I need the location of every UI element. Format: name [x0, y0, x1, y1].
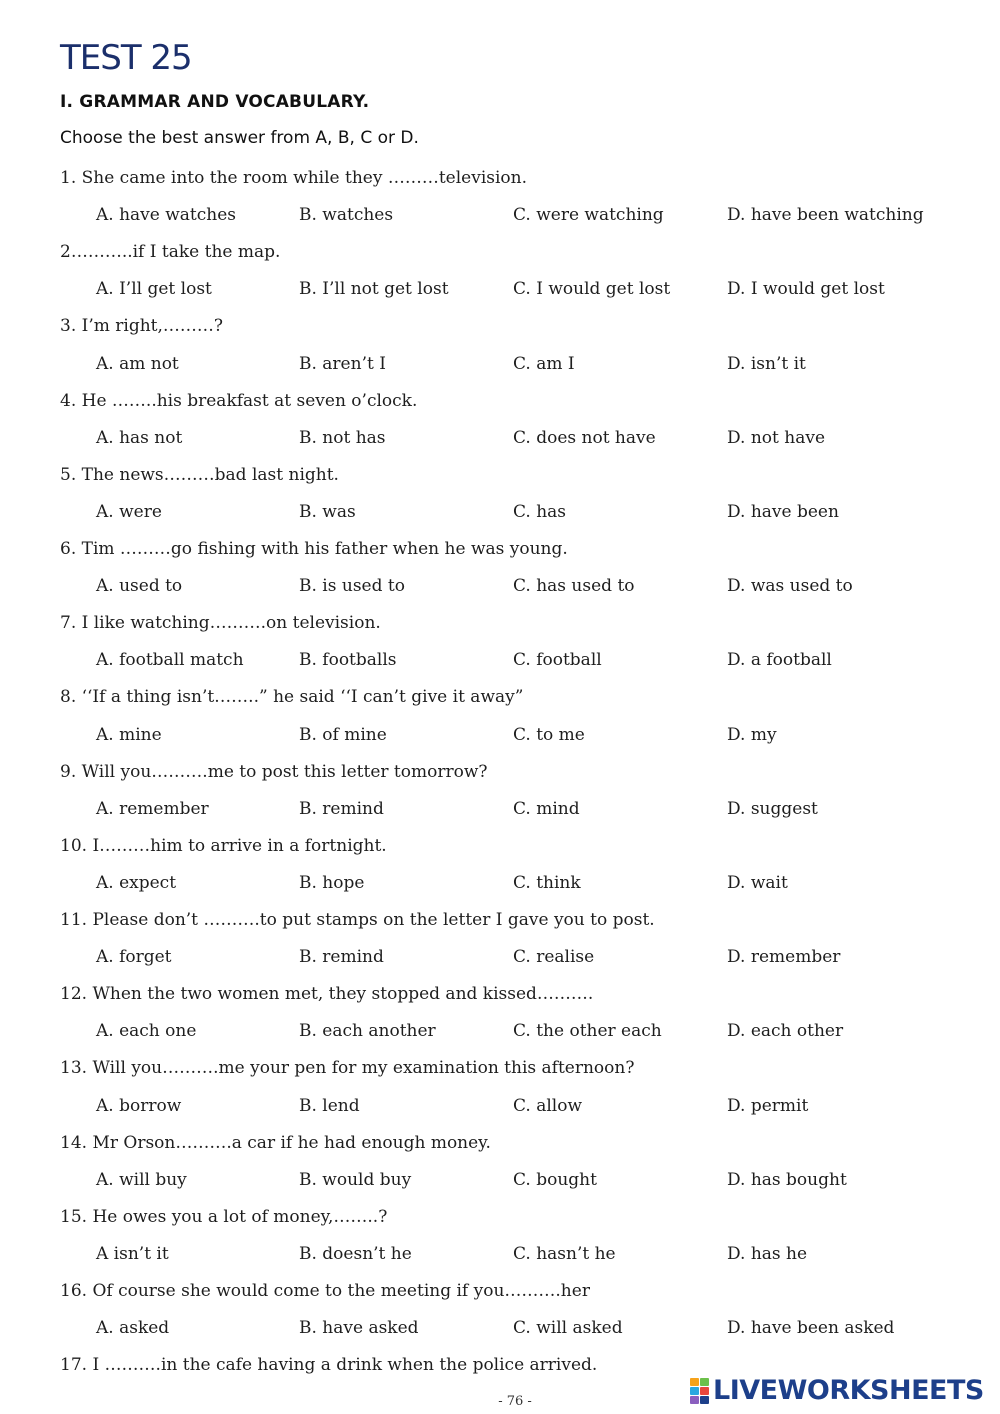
question-14-option-b[interactable]: B. would buy — [299, 1169, 412, 1190]
question-5-option-c[interactable]: C. has — [513, 501, 567, 522]
question-9-option-b[interactable]: B. remind — [299, 798, 384, 819]
question-10-option-a[interactable]: A. expect — [96, 872, 177, 893]
question-9-option-d[interactable]: D. suggest — [727, 798, 818, 819]
question-11-option-d[interactable]: D. remember — [727, 947, 841, 968]
question-1-option-b[interactable]: B. watches — [299, 205, 394, 226]
question-8-option-a[interactable]: A. mine — [96, 724, 162, 745]
question-9-option-c[interactable]: C. mind — [513, 798, 580, 819]
question-14-stem: 14. Mr Orson……….a car if he had enough money. — [60, 1132, 491, 1153]
question-1-stem: 1. She came into the room while they ………television. — [60, 168, 528, 188]
question-9-option-a[interactable]: A. remember — [96, 798, 209, 819]
brand-name: LIVEWORKSHEETS — [713, 1374, 984, 1406]
question-13-option-c[interactable]: C. allow — [513, 1095, 583, 1116]
question-2-option-b[interactable]: B. I’ll not get lost — [299, 279, 449, 300]
question-13-option-a[interactable]: A. borrow — [96, 1095, 182, 1116]
question-7-option-d[interactable]: D. a football — [727, 650, 832, 671]
question-6-option-d[interactable]: D. was used to — [727, 576, 853, 597]
question-8-option-d[interactable]: D. my — [727, 724, 777, 745]
question-17-stem: 17. I ……….in the cafe having a drink when the police arrived. — [60, 1355, 598, 1376]
question-4-option-c[interactable]: C. does not have — [513, 427, 656, 448]
question-2-stem: 2………..if I take the map. — [60, 242, 281, 263]
question-6-stem: 6. Tim ………go fishing with his father when he was young. — [60, 539, 568, 559]
question-16-option-b[interactable]: B. have asked — [299, 1318, 419, 1339]
question-10-option-c[interactable]: C. think — [513, 872, 581, 893]
question-4-option-d[interactable]: D. not have — [727, 427, 825, 448]
question-7-option-a[interactable]: A. football match — [96, 650, 244, 671]
question-3-option-b[interactable]: B. aren’t I — [299, 353, 386, 374]
question-8-stem: 8. ‘‘If a thing isn’t……..” he said ‘‘I can’t give it away” — [60, 687, 524, 708]
question-8-option-c[interactable]: C. to me — [513, 724, 585, 745]
question-12-option-c[interactable]: C. the other each — [513, 1021, 662, 1042]
question-12-stem: 12. When the two women met, they stopped and kissed………. — [60, 984, 594, 1005]
question-16-option-c[interactable]: C. will asked — [513, 1318, 623, 1339]
question-4-stem: 4. He ……..his breakfast at seven o’clock. — [60, 390, 418, 411]
question-10-option-d[interactable]: D. wait — [727, 872, 788, 893]
question-4-option-b[interactable]: B. not has — [299, 427, 386, 448]
question-5-stem: 5. The news………bad last night. — [60, 464, 339, 485]
question-13-option-b[interactable]: B. lend — [299, 1095, 360, 1116]
question-11-option-c[interactable]: C. realise — [513, 947, 595, 968]
question-5-option-d[interactable]: D. have been — [727, 501, 839, 522]
question-2-option-a[interactable]: A. I’ll get lost — [96, 279, 212, 300]
question-10-option-b[interactable]: B. hope — [299, 872, 365, 893]
question-13-option-d[interactable]: D. permit — [727, 1095, 809, 1116]
question-8-option-b[interactable]: B. of mine — [299, 724, 387, 745]
question-4-option-a[interactable]: A. has not — [96, 427, 183, 448]
question-15-option-d[interactable]: D. has he — [727, 1243, 808, 1264]
question-11-option-a[interactable]: A. forget — [96, 947, 172, 968]
question-7-stem: 7. I like watching……….on television. — [60, 613, 381, 634]
question-5-option-b[interactable]: B. was — [299, 501, 356, 522]
question-11-stem: 11. Please don’t ……….to put stamps on the letter I gave you to post. — [60, 910, 655, 930]
question-3-option-c[interactable]: C. am I — [513, 353, 575, 374]
question-12-option-a[interactable]: A. each one — [96, 1021, 197, 1042]
question-16-option-d[interactable]: D. have been asked — [727, 1318, 895, 1339]
question-1-option-a[interactable]: A. have watches — [96, 205, 237, 226]
question-1-option-c[interactable]: C. were watching — [513, 205, 664, 226]
question-3-option-d[interactable]: D. isn’t it — [727, 353, 806, 374]
question-10-stem: 10. I………him to arrive in a fortnight. — [60, 835, 387, 856]
question-12-option-d[interactable]: D. each other — [727, 1021, 844, 1042]
question-3-stem: 3. I’m right,………? — [60, 316, 224, 337]
question-11-option-b[interactable]: B. remind — [299, 947, 384, 968]
question-16-option-a[interactable]: A. asked — [96, 1318, 170, 1339]
question-15-option-b[interactable]: B. doesn’t he — [299, 1243, 412, 1264]
question-2-option-c[interactable]: C. I would get lost — [513, 279, 671, 300]
question-14-option-a[interactable]: A. will buy — [96, 1169, 187, 1190]
question-6-option-b[interactable]: B. is used to — [299, 576, 405, 597]
test-title: TEST 25 — [60, 38, 192, 78]
question-13-stem: 13. Will you……….me your pen for my examination this afternoon? — [60, 1058, 635, 1079]
section-title: I. GRAMMAR AND VOCABULARY. — [60, 92, 370, 112]
question-14-option-c[interactable]: C. bought — [513, 1169, 597, 1190]
question-6-option-c[interactable]: C. has used to — [513, 576, 635, 597]
liveworksheets-logo-icon — [690, 1376, 710, 1404]
question-14-option-d[interactable]: D. has bought — [727, 1169, 847, 1190]
question-1-option-d[interactable]: D. have been watching — [727, 205, 924, 226]
question-7-option-b[interactable]: B. footballs — [299, 650, 397, 671]
question-9-stem: 9. Will you……….me to post this letter tomorrow? — [60, 761, 488, 782]
question-16-stem: 16. Of course she would come to the meeting if you……….her — [60, 1281, 590, 1301]
question-2-option-d[interactable]: D. I would get lost — [727, 279, 885, 300]
instruction-text: Choose the best answer from A, B, C or D. — [60, 128, 419, 148]
question-6-option-a[interactable]: A. used to — [96, 576, 183, 597]
question-7-option-c[interactable]: C. football — [513, 650, 602, 671]
brand-logo — [690, 1373, 990, 1407]
question-15-option-a[interactable]: A isn’t it — [96, 1243, 169, 1264]
question-3-option-a[interactable]: A. am not — [96, 353, 179, 374]
question-15-stem: 15. He owes you a lot of money,……..? — [60, 1206, 388, 1227]
question-15-option-c[interactable]: C. hasn’t he — [513, 1243, 616, 1264]
question-5-option-a[interactable]: A. were — [96, 501, 162, 522]
page-number: - 76 - — [498, 1394, 532, 1409]
question-12-option-b[interactable]: B. each another — [299, 1021, 436, 1042]
